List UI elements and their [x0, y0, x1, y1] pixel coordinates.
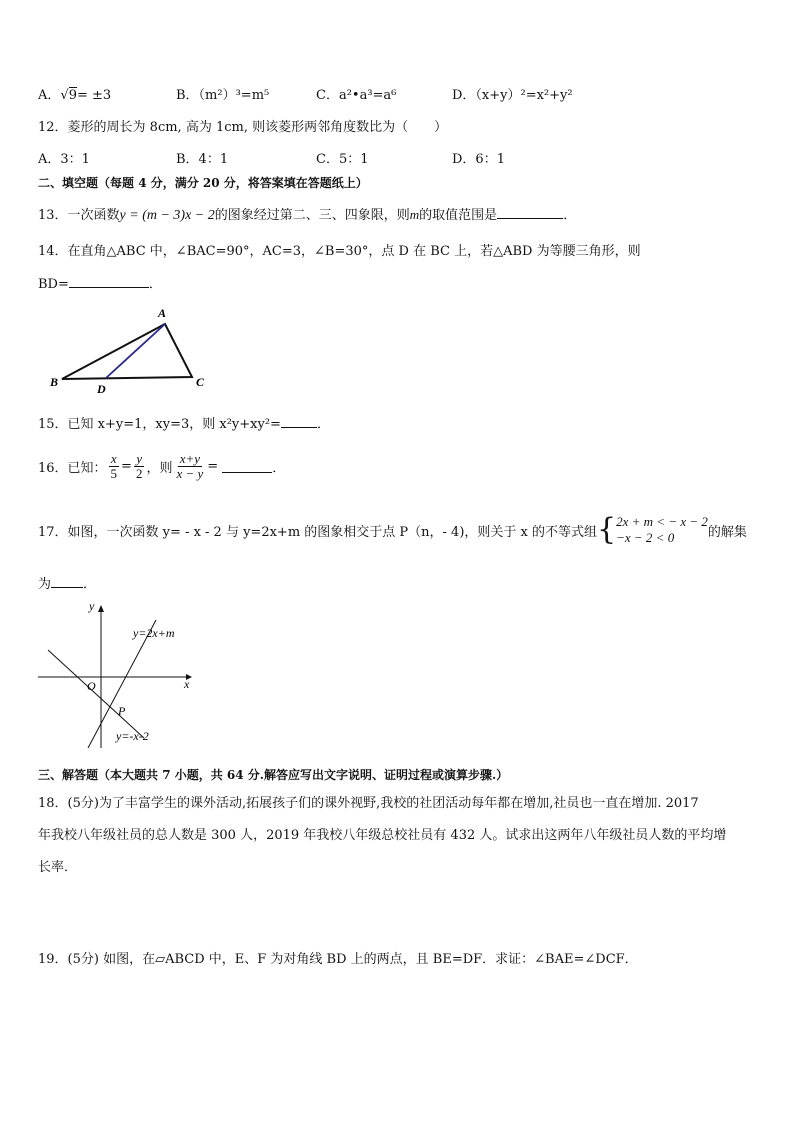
sys-line1: 2x + m < − x − 2 — [616, 514, 708, 529]
q15-end: ． — [316, 417, 330, 432]
q13-formula: y = (m − 3)x − 2 — [119, 208, 215, 223]
option-a-label: A． — [38, 88, 61, 103]
q17-line2 — [38, 573, 96, 592]
frac3-den: x − y — [176, 465, 204, 481]
q13-suffix: 的取值范围是 — [419, 208, 498, 223]
q11-option-a — [38, 84, 111, 103]
q14-bd-label: BD= — [38, 277, 69, 292]
q11-option-b: B．（m²）³=m⁵ — [176, 88, 270, 103]
origin-label: O — [87, 679, 96, 693]
section3-desc: （本大题共 7 小题，共 64 分.解答应写出文字说明、证明过程或演算步骤.） — [98, 768, 509, 782]
label-c: C — [196, 375, 205, 389]
q17-answer-blank[interactable] — [51, 574, 83, 588]
q11-option-d: D．（x+y）²=x²+y² — [452, 88, 573, 103]
q16-fraction-x-over-5 — [109, 452, 120, 480]
line1-label: y=2x+m — [133, 626, 175, 640]
y-axis-arrow — [98, 605, 104, 612]
q17-after: 的解集 — [707, 524, 747, 540]
q12-option-d: D．6：1 — [452, 152, 505, 167]
q13-end: ． — [563, 208, 577, 223]
q12-option-a: A．3：1 — [38, 152, 90, 167]
line2-label: y=-x-2 — [116, 729, 149, 743]
q16-fraction-sum-over-diff — [174, 452, 205, 480]
q12-stem: 12．菱形的周长为 8cm, 高为 1cm, 则该菱形两邻角度数比为（ ） — [38, 120, 448, 135]
frac2-den: 2 — [135, 465, 143, 481]
q16-equals: = — [121, 458, 132, 474]
q14-answer-blank[interactable] — [69, 274, 149, 288]
y-axis-label: y — [89, 600, 95, 613]
q17-text: 17．如图，一次函数 y= - x - 2 与 y=2x+m 的图象相交于点 P（n，- 4)，则关于 x 的不等式组 — [38, 524, 598, 540]
q12-option-b: B．4：1 — [176, 152, 229, 167]
q19-text: 19．(5分) 如图，在▱ABCD 中，E、F 为对角线 BD 上的两点，且 BE=DF．求证：∠BAE=∠DCF． — [38, 952, 638, 967]
q18-line3: 长率． — [38, 860, 78, 875]
q16-answer-blank[interactable] — [222, 459, 272, 473]
q11-option-c: C．a²•a³=a⁶ — [316, 88, 397, 103]
q16-end: ． — [272, 460, 286, 476]
q16-prefix: 16．已知： — [38, 460, 107, 476]
q17-line1 — [38, 514, 747, 547]
line-y-neg-x-2 — [48, 650, 144, 738]
q13 — [38, 204, 576, 224]
q15 — [38, 413, 330, 432]
q14-end: ． — [148, 277, 162, 292]
frac1-den: 5 — [110, 465, 118, 481]
triangle-abc — [62, 324, 192, 379]
q18-line1: 18．(5分)为了丰富学生的课外活动,拓展孩子们的课外视野,我校的社团活动每年都在增加,社员也一直在增加. 2017 — [38, 796, 699, 811]
section2-desc: （每题 4 分，满分 20 分，将答案填在答题纸上） — [98, 176, 368, 190]
frac1-num: x — [110, 451, 117, 466]
q15-answer-blank[interactable] — [281, 414, 317, 428]
q15-text: 15．已知 x+y=1，xy=3，则 x²y+xy²= — [38, 417, 281, 432]
section3-title: 三、解答题 — [38, 768, 99, 782]
option-a-rest: = ±3 — [76, 88, 112, 103]
section3-header — [38, 766, 508, 783]
q18-line2: 年我校八年级社员的总人数是 300 人，2019 年我校八年级总校社员有 432 人。试求出这两年八年级社员人数的平均增 — [38, 828, 727, 843]
q13-middle: 的图象经过第二、三、四象限，则 — [214, 208, 410, 223]
q12-option-c: C．5：1 — [316, 152, 369, 167]
q17-line2-prefix: 为 — [38, 577, 52, 592]
q17-graph-figure — [36, 600, 196, 750]
sqrt-radicand: 9 — [68, 88, 77, 103]
q16-middle: ，则 — [146, 460, 173, 476]
q13-var: m — [409, 207, 420, 222]
label-b: B — [50, 375, 59, 389]
label-d: D — [97, 382, 106, 395]
x-axis-label: x — [184, 677, 190, 691]
q16 — [38, 452, 285, 480]
sys-line2: −x − 2 < 0 — [616, 530, 675, 546]
label-a: A — [158, 306, 167, 320]
brace-symbol: { — [597, 512, 617, 548]
section2-header — [38, 174, 368, 191]
q14-line1: 14．在直角△ABC 中，∠BAC=90°，AC=3，∠B=30°，点 D 在 BC 上，若△ABD 为等腰三角形，则 — [38, 244, 641, 259]
sqrt-symbol: √ — [60, 88, 69, 103]
section2-title: 二、填空题 — [38, 176, 99, 190]
q17-end: ． — [83, 577, 97, 592]
frac3-num: x+y — [179, 451, 201, 466]
q13-prefix: 13．一次函数 — [38, 208, 120, 223]
q17-inequality-system — [597, 514, 708, 547]
q16-fraction-y-over-2 — [134, 452, 145, 480]
q14-triangle-figure — [40, 300, 220, 395]
frac2-num: y — [136, 451, 143, 466]
q14-line2 — [38, 273, 162, 292]
point-p-label: P — [118, 704, 126, 718]
q13-answer-blank[interactable] — [497, 205, 563, 219]
q16-equals2: = — [207, 458, 219, 474]
